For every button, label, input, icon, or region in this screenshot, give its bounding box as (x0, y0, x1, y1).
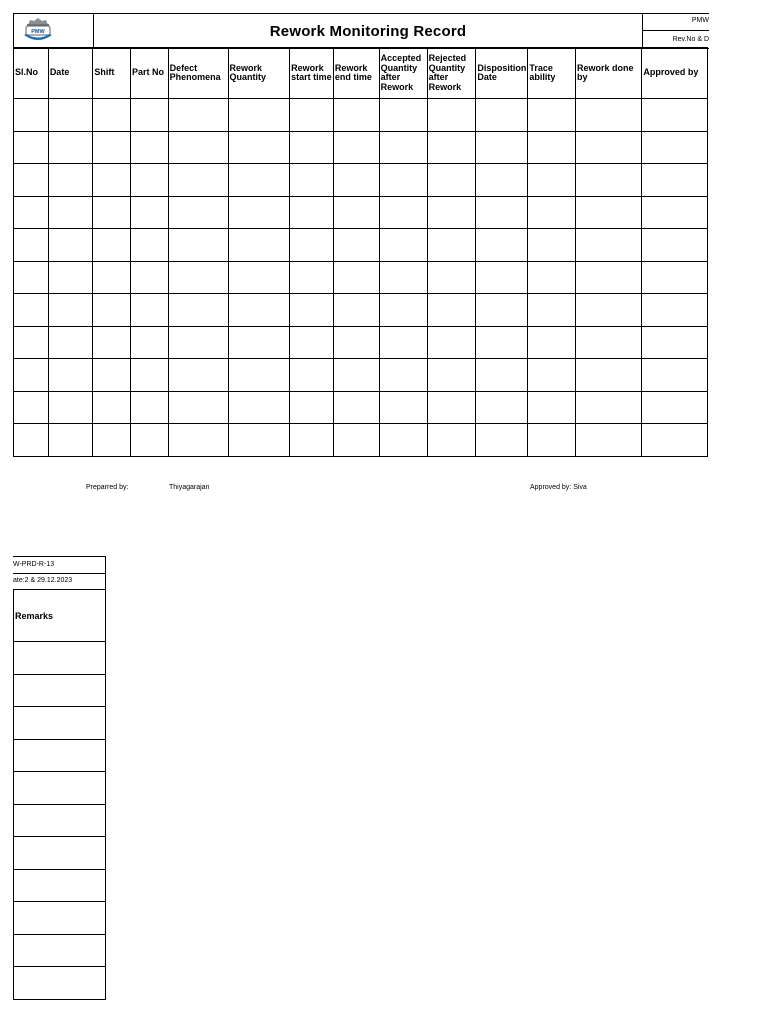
table-cell[interactable] (290, 164, 334, 197)
table-row (14, 99, 708, 132)
table-cell[interactable] (228, 326, 290, 359)
table-cell[interactable] (576, 294, 642, 327)
table-cell[interactable] (333, 294, 379, 327)
table-cell[interactable] (379, 196, 427, 229)
table-cell[interactable] (528, 229, 576, 262)
table-cell[interactable] (333, 261, 379, 294)
table-row (14, 261, 708, 294)
table-cell[interactable] (427, 196, 476, 229)
table-row (14, 326, 708, 359)
table-cell[interactable] (476, 294, 528, 327)
table-cell[interactable] (290, 359, 334, 392)
table-row (14, 164, 708, 197)
table-cell[interactable] (642, 131, 708, 164)
table-cell[interactable] (379, 424, 427, 457)
table-row (14, 229, 708, 262)
table-cell[interactable] (48, 131, 93, 164)
logo-cell (14, 14, 94, 48)
table-cell[interactable] (48, 326, 93, 359)
table-cell[interactable] (476, 164, 528, 197)
table-row (14, 424, 708, 457)
table-cell[interactable] (48, 261, 93, 294)
table-cell[interactable] (14, 99, 49, 132)
table-cell[interactable] (131, 359, 169, 392)
table-row (14, 131, 708, 164)
table-cell[interactable] (576, 99, 642, 132)
table-cell[interactable] (528, 164, 576, 197)
table-cell[interactable] (48, 196, 93, 229)
rework-form (13, 13, 708, 457)
table-cell[interactable] (528, 326, 576, 359)
table-cell[interactable] (642, 164, 708, 197)
table-cell[interactable] (93, 99, 131, 132)
table-cell[interactable] (14, 261, 49, 294)
remarks-row (14, 739, 106, 772)
table-cell[interactable] (333, 326, 379, 359)
col-part-no: Part No (131, 48, 169, 99)
table-cell[interactable] (427, 294, 476, 327)
table-cell[interactable] (528, 391, 576, 424)
table-cell[interactable] (131, 196, 169, 229)
table-cell[interactable] (379, 131, 427, 164)
approved-by-label: Approved by: Siva (530, 484, 587, 491)
table-cell[interactable] (476, 99, 528, 132)
table-cell[interactable] (476, 391, 528, 424)
table-cell[interactable] (290, 391, 334, 424)
col-sl-no: Sl.No (14, 48, 49, 99)
table-cell[interactable] (131, 261, 169, 294)
table-cell[interactable] (576, 359, 642, 392)
prepared-by-name: Thiyagarajan (169, 484, 210, 491)
table-cell[interactable] (642, 391, 708, 424)
remarks-row (14, 804, 106, 837)
remarks-header-row (14, 590, 106, 642)
table-cell[interactable] (642, 261, 708, 294)
remarks-row (14, 642, 106, 675)
table-cell[interactable] (228, 99, 290, 132)
col-date: Date (48, 48, 93, 99)
table-row (14, 294, 708, 327)
remarks-cell[interactable] (14, 707, 106, 740)
table-cell[interactable] (131, 294, 169, 327)
col-accepted-quantity: Accepted Quantity after Rework (379, 48, 427, 99)
table-cell[interactable] (290, 229, 334, 262)
table-cell[interactable] (93, 359, 131, 392)
table-cell[interactable] (93, 326, 131, 359)
table-cell[interactable] (576, 196, 642, 229)
table-cell[interactable] (228, 196, 290, 229)
table-cell[interactable] (576, 164, 642, 197)
col-remarks: Remarks (14, 590, 106, 642)
table-cell[interactable] (379, 99, 427, 132)
table-cell[interactable] (168, 294, 228, 327)
table-cell[interactable] (333, 359, 379, 392)
table-row (14, 391, 708, 424)
table-cell[interactable] (14, 326, 49, 359)
table-cell[interactable] (476, 359, 528, 392)
table-cell[interactable] (14, 391, 49, 424)
table-cell[interactable] (528, 359, 576, 392)
col-rework-end-time: Rework end time (333, 48, 379, 99)
remarks-cell[interactable] (14, 902, 106, 935)
table-cell[interactable] (48, 164, 93, 197)
col-approved-by: Approved by (642, 48, 708, 99)
table-cell[interactable] (528, 131, 576, 164)
table-cell[interactable] (476, 424, 528, 457)
table-cell[interactable] (576, 229, 642, 262)
table-cell[interactable] (379, 326, 427, 359)
table-cell[interactable] (476, 196, 528, 229)
remarks-cell[interactable] (14, 642, 106, 675)
table-cell[interactable] (642, 229, 708, 262)
company-logo (14, 14, 93, 48)
table-cell[interactable] (333, 164, 379, 197)
table-cell[interactable] (14, 229, 49, 262)
table-cell[interactable] (476, 131, 528, 164)
remarks-body (14, 642, 106, 1000)
document-code-continued: W-PRD-R-13 (13, 556, 106, 574)
table-cell[interactable] (642, 99, 708, 132)
table-cell[interactable] (93, 196, 131, 229)
table-cell[interactable] (131, 229, 169, 262)
table-cell[interactable] (228, 391, 290, 424)
table-cell[interactable] (427, 164, 476, 197)
table-cell[interactable] (290, 131, 334, 164)
table-cell[interactable] (168, 359, 228, 392)
table-cell[interactable] (228, 131, 290, 164)
table-cell[interactable] (93, 261, 131, 294)
table-cell[interactable] (93, 229, 131, 262)
table-cell[interactable] (14, 424, 49, 457)
col-disposition-date: Disposition Date (476, 48, 528, 99)
table-cell[interactable] (427, 229, 476, 262)
col-rejected-quantity: Rejected Quantity after Rework (427, 48, 476, 99)
table-cell[interactable] (427, 261, 476, 294)
table-cell[interactable] (642, 359, 708, 392)
table-cell[interactable] (93, 131, 131, 164)
remarks-cell[interactable] (14, 967, 106, 1000)
table-cell[interactable] (14, 164, 49, 197)
table-cell[interactable] (379, 359, 427, 392)
table-cell[interactable] (48, 229, 93, 262)
table-cell[interactable] (333, 424, 379, 457)
table-cell[interactable] (576, 424, 642, 457)
table-cell[interactable] (168, 424, 228, 457)
remarks-table (13, 589, 106, 1000)
remarks-cell[interactable] (14, 837, 106, 870)
table-cell[interactable] (528, 424, 576, 457)
remarks-row (14, 707, 106, 740)
col-rework-quantity: Rework Quantity (228, 48, 290, 99)
table-cell[interactable] (131, 391, 169, 424)
table-cell[interactable] (642, 326, 708, 359)
form-header (13, 13, 709, 49)
table-cell[interactable] (48, 359, 93, 392)
table-cell[interactable] (228, 164, 290, 197)
table-cell[interactable] (228, 294, 290, 327)
remarks-cell[interactable] (14, 674, 106, 707)
table-cell[interactable] (427, 131, 476, 164)
table-cell[interactable] (131, 326, 169, 359)
table-cell[interactable] (290, 99, 334, 132)
table-cell[interactable] (427, 391, 476, 424)
table-cell[interactable] (576, 391, 642, 424)
remarks-row (14, 674, 106, 707)
remarks-cell[interactable] (14, 739, 106, 772)
table-cell[interactable] (427, 424, 476, 457)
remarks-cell[interactable] (14, 934, 106, 967)
table-cell[interactable] (168, 99, 228, 132)
table-cell[interactable] (476, 229, 528, 262)
table-cell[interactable] (131, 424, 169, 457)
document-code: PMW (643, 14, 709, 31)
table-cell[interactable] (168, 391, 228, 424)
table-cell[interactable] (48, 391, 93, 424)
table-cell[interactable] (333, 99, 379, 132)
col-defect-phenomena: Defect Phenomena (168, 48, 228, 99)
table-cell[interactable] (576, 261, 642, 294)
table-cell[interactable] (290, 294, 334, 327)
table-cell[interactable] (333, 131, 379, 164)
table-cell[interactable] (48, 99, 93, 132)
table-cell[interactable] (168, 229, 228, 262)
table-cell[interactable] (131, 99, 169, 132)
remarks-cell[interactable] (14, 869, 106, 902)
prepared-by-label: Preparred by: (86, 484, 129, 491)
table-cell[interactable] (333, 391, 379, 424)
remarks-row (14, 934, 106, 967)
table-cell[interactable] (168, 261, 228, 294)
rework-table (13, 47, 708, 457)
table-cell[interactable] (379, 164, 427, 197)
revision-label: Rev.No & D (672, 36, 709, 43)
table-cell[interactable] (379, 229, 427, 262)
table-row (14, 196, 708, 229)
table-cell[interactable] (476, 261, 528, 294)
table-body (14, 99, 708, 457)
table-cell[interactable] (427, 326, 476, 359)
remarks-row (14, 869, 106, 902)
table-cell[interactable] (290, 196, 334, 229)
table-cell[interactable] (528, 99, 576, 132)
table-cell[interactable] (576, 326, 642, 359)
remarks-row (14, 967, 106, 1000)
table-cell[interactable] (333, 229, 379, 262)
table-cell[interactable] (642, 294, 708, 327)
table-cell[interactable] (528, 261, 576, 294)
table-cell[interactable] (131, 131, 169, 164)
remarks-cell[interactable] (14, 804, 106, 837)
table-cell[interactable] (228, 261, 290, 294)
table-cell[interactable] (168, 326, 228, 359)
table-cell[interactable] (48, 294, 93, 327)
table-cell[interactable] (228, 424, 290, 457)
table-cell[interactable] (576, 131, 642, 164)
table-cell[interactable] (528, 294, 576, 327)
table-cell[interactable] (379, 261, 427, 294)
table-cell[interactable] (290, 326, 334, 359)
remarks-cell[interactable] (14, 772, 106, 805)
table-row (14, 359, 708, 392)
table-cell[interactable] (333, 196, 379, 229)
table-cell[interactable] (93, 424, 131, 457)
table-cell[interactable] (476, 326, 528, 359)
table-cell[interactable] (168, 131, 228, 164)
table-cell[interactable] (228, 229, 290, 262)
table-cell[interactable] (168, 164, 228, 197)
table-cell[interactable] (14, 131, 49, 164)
remarks-row (14, 772, 106, 805)
table-cell[interactable] (427, 99, 476, 132)
revision-date-continued: ate:2 & 29.12.2023 (13, 573, 106, 590)
table-cell[interactable] (642, 424, 708, 457)
col-shift: Shift (93, 48, 131, 99)
table-cell[interactable] (528, 196, 576, 229)
header-row (14, 48, 708, 99)
table-cell[interactable] (168, 196, 228, 229)
remarks-row (14, 837, 106, 870)
col-rework-done-by: Rework done by (576, 48, 642, 99)
form-title: Rework Monitoring Record (94, 14, 643, 48)
table-cell[interactable] (290, 261, 334, 294)
table-cell[interactable] (379, 391, 427, 424)
document-code-cell (643, 14, 709, 48)
table-cell[interactable] (14, 294, 49, 327)
remarks-row (14, 902, 106, 935)
table-cell[interactable] (48, 424, 93, 457)
table-cell[interactable] (93, 164, 131, 197)
table-cell[interactable] (93, 391, 131, 424)
table-cell[interactable] (14, 359, 49, 392)
table-cell[interactable] (228, 359, 290, 392)
col-rework-start-time: Rework start time (290, 48, 334, 99)
table-cell[interactable] (131, 164, 169, 197)
col-traceability: Trace ability (528, 48, 576, 99)
table-cell[interactable] (14, 196, 49, 229)
logo-text: PMW (31, 29, 45, 35)
table-cell[interactable] (427, 359, 476, 392)
table-cell[interactable] (93, 294, 131, 327)
table-cell[interactable] (379, 294, 427, 327)
table-cell[interactable] (642, 196, 708, 229)
table-cell[interactable] (290, 424, 334, 457)
